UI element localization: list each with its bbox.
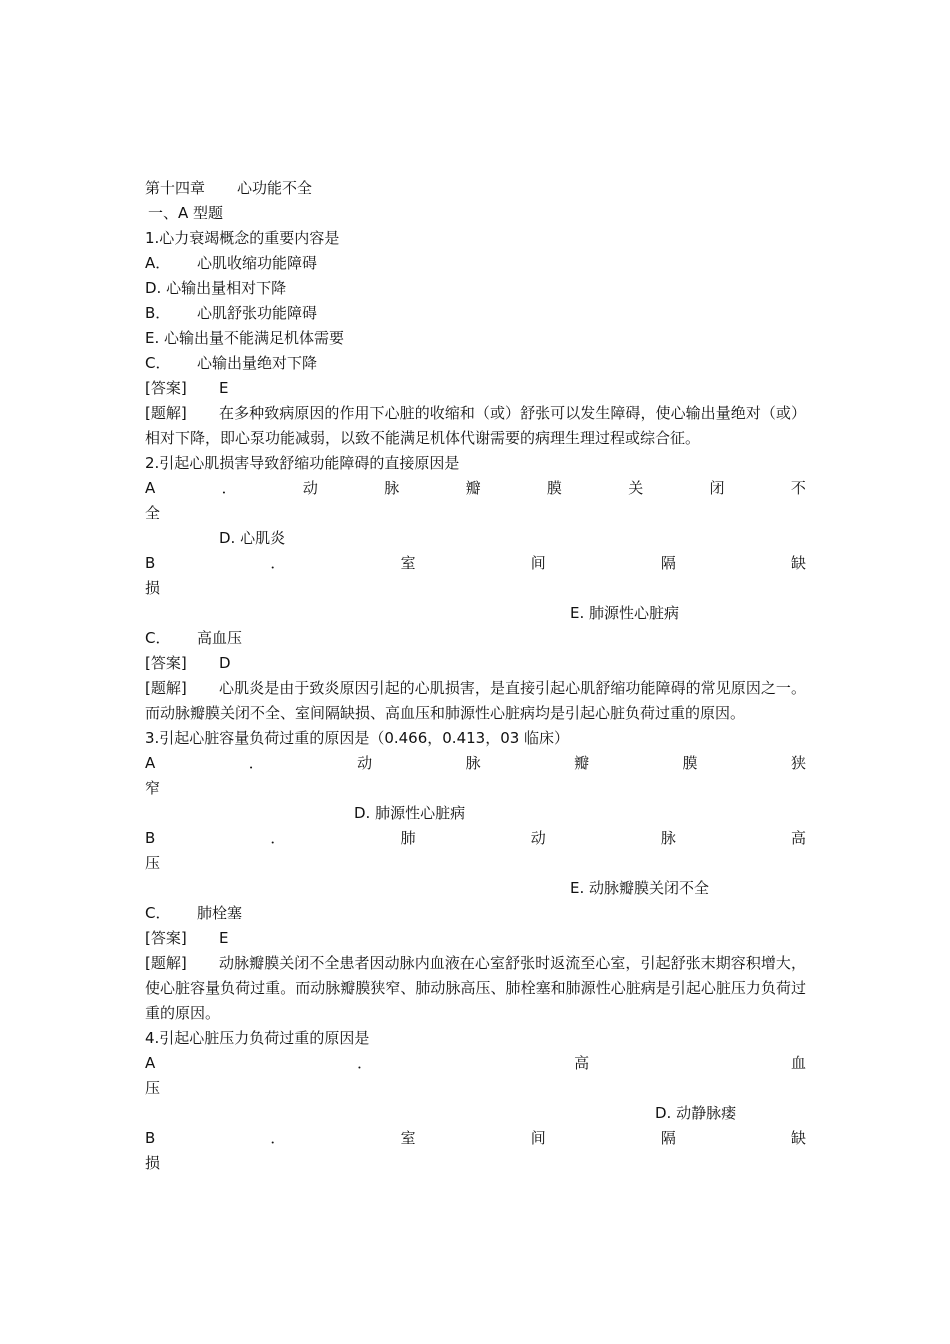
q4-option-b: B ． 室 间 隔 缺 — [145, 1129, 806, 1147]
q3-option-e: E. 动脉瓣膜关闭不全 — [570, 879, 710, 897]
q3-answer: [答案] E — [145, 929, 229, 947]
q1-option-c: C． 心输出量绝对下降 — [145, 354, 318, 372]
q2-explanation: [题解] 心肌炎是由于致炎原因引起的心肌损害，是直接引起心肌舒缩功能障碍的常见原因之一。而动脉瓣膜关闭不全、室间隔缺损、高血压和肺源性心脏病均是引起心脏负荷过重的原因。 — [145, 679, 806, 722]
q1-explanation: [题解] 在多种致病原因的作用下心脏的收缩和（或）舒张可以发生障碍，使心输出量绝对（或）相对下降，即心泵功能减弱，以致不能满足机体代谢需要的病理生理过程或综合征。 — [145, 404, 806, 447]
q1-option-b: B． 心肌舒张功能障碍 — [145, 304, 318, 322]
q1-option-e: E. 心输出量不能满足机体需要 — [145, 329, 345, 347]
q2-option-d: D. 心肌炎 — [219, 529, 286, 547]
q3-option-a: A ． 动 脉 瓣 膜 狭 — [145, 754, 806, 772]
q3-option-c: C． 肺栓塞 — [145, 904, 243, 922]
q2-option-a: A ． 动 脉 瓣 膜 关 闭 不 — [145, 479, 806, 497]
q3-option-b: B ． 肺 动 脉 高 — [145, 829, 806, 847]
q2-option-b: B ． 室 间 隔 缺 — [145, 554, 806, 572]
q3-stem: 3.引起心脏容量负荷过重的原因是（0.466，0.413，03 临床） — [145, 729, 570, 747]
q2-answer: [答案] D — [145, 654, 231, 672]
q4-option-a-wrap: 压 — [145, 1079, 161, 1097]
q2-option-b-wrap: 损 — [145, 579, 161, 597]
q3-option-b-wrap: 压 — [145, 854, 161, 872]
q4-option-b-wrap: 损 — [145, 1154, 161, 1172]
q1-option-a: A． 心肌收缩功能障碍 — [145, 254, 318, 272]
document-page — [145, 176, 806, 1176]
q1-option-d: D. 心输出量相对下降 — [145, 279, 287, 297]
q1-answer: [答案] E — [145, 379, 229, 397]
q3-explanation: [题解] 动脉瓣膜关闭不全患者因动脉内血液在心室舒张时返流至心室，引起舒张末期容积增大，使心脏容量负荷过重。而动脉瓣膜狭窄、肺动脉高压、肺栓塞和肺源性心脏病是引起心脏压力负荷过重的原因。 — [145, 954, 806, 1022]
q3-option-d: D. 肺源性心脏病 — [354, 804, 466, 822]
q3-option-a-wrap: 窄 — [145, 779, 161, 797]
q2-option-e: E. 肺源性心脏病 — [570, 604, 680, 622]
q2-option-a-wrap: 全 — [145, 504, 161, 522]
q4-stem: 4.引起心脏压力负荷过重的原因是 — [145, 1029, 370, 1047]
section-heading: 一、A 型题 — [148, 204, 224, 222]
q4-option-a: A ． 高 血 — [145, 1054, 806, 1072]
chapter-number: 第十四章 — [145, 179, 206, 197]
q1-stem: 1.心力衰竭概念的重要内容是 — [145, 229, 340, 247]
chapter-heading — [145, 176, 806, 201]
chapter-title: 心功能不全 — [237, 179, 313, 197]
q2-stem: 2.引起心肌损害导致舒缩功能障碍的直接原因是 — [145, 454, 460, 472]
q4-option-d: D. 动静脉瘘 — [655, 1104, 737, 1122]
q2-option-c: C． 高血压 — [145, 629, 243, 647]
